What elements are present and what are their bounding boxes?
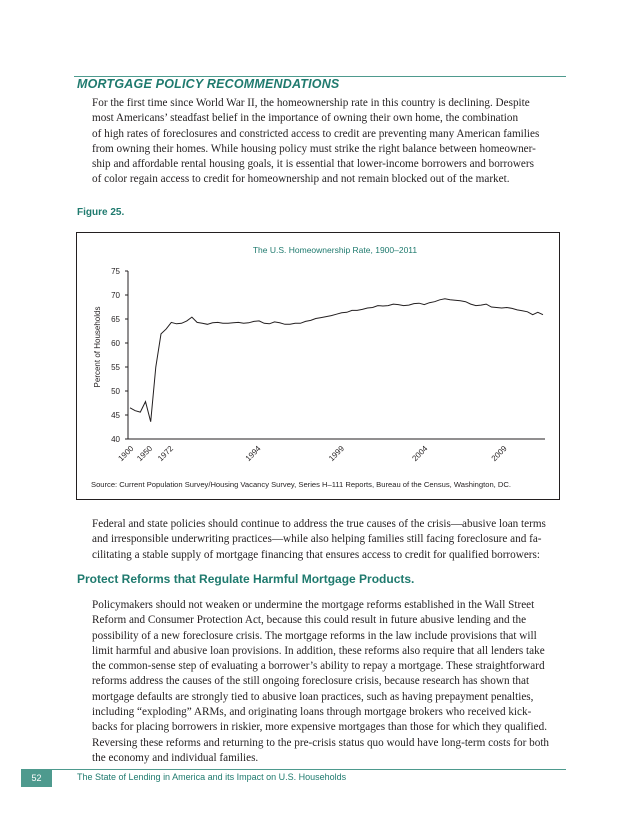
y-tick-label: 70	[111, 291, 120, 300]
x-tick-label: 1999	[327, 444, 346, 463]
y-tick-label: 45	[111, 411, 120, 420]
subheading: Protect Reforms that Regulate Harmful Mortgage Products.	[77, 572, 415, 586]
paragraph-line: Federal and state policies should continue to address the true causes of the crisis—abusive loan terms	[92, 518, 546, 530]
paragraph-line: limit harmful and abusive loan provisions. In addition, these reforms also require that all lenders take	[92, 644, 545, 657]
paragraph-line: Reform and Consumer Protection Act, because this could result in future abusive lending and the	[92, 614, 527, 627]
paragraph-line: mortgage defaults are strongly tied to abusive loan practices, such as having prepayment penalties,	[92, 690, 534, 703]
y-tick-label: 60	[111, 339, 120, 348]
paragraph-line: the economy and individual families.	[92, 751, 259, 764]
paragraph-line: Policymakers should not weaken or undermine the mortgage reforms established in the Wall Street	[92, 599, 535, 611]
y-tick-label: 55	[111, 363, 120, 372]
paragraph-line: For the first time since World War II, the homeownership rate in this country is declining. Despite	[92, 97, 530, 109]
paragraph-line: reforms address the causes of the still ongoing foreclosure crisis, because research has shown that	[92, 675, 530, 688]
x-tick-label: 1972	[156, 444, 176, 463]
paragraph-line: from owning their homes. While housing policy must strike the right balance between homeowner-	[92, 142, 536, 155]
y-tick-label: 75	[111, 267, 120, 276]
footer-rule	[21, 769, 566, 770]
policy-paragraph	[92, 517, 552, 563]
paragraph-line: the common-sense step of evaluating a borrower’s ability to repay a mortgage. These straightforward	[92, 660, 545, 673]
x-tick-label: 1900	[116, 444, 136, 463]
y-axis-label: Percent of Households	[93, 306, 102, 388]
y-tick-label: 65	[111, 315, 120, 324]
figure-label: Figure 25.	[77, 207, 125, 218]
paragraph-line: including “exploding” ARMs, and originating loans through mortgage brokers who received kick-	[92, 706, 532, 719]
body-paragraph	[92, 598, 552, 766]
y-tick-label: 50	[111, 387, 120, 396]
x-tick-label: 1950	[135, 444, 155, 463]
paragraph-line: most Americans’ steadfast belief in the importance of owning their own home, the combination	[92, 112, 519, 125]
y-tick-label: 40	[111, 435, 120, 444]
paragraph-line: backs for placing borrowers in riskier, more expensive mortgages than those for which they qualified.	[92, 721, 547, 734]
homeownership-chart	[77, 233, 561, 501]
chart-frame	[76, 232, 560, 500]
chart-source: Source: Current Population Survey/Housing Vacancy Survey, Series H–111 Reports, Bureau of the Census, Washington, DC.	[91, 480, 511, 489]
paragraph-line: ship and affordable rental housing goals, it is essential that lower-income borrowers and borrowers	[92, 158, 534, 171]
paragraph-line: and irresponsible underwriting practices—while also helping families still facing foreclosure and fa-	[92, 533, 542, 546]
running-title: The State of Lending in America and its Impact on U.S. Households	[77, 772, 347, 782]
paragraph-line: of color regain access to credit for homeownership and not remain blocked out of the market.	[92, 173, 510, 186]
section-title: MORTGAGE POLICY RECOMMENDATIONS	[77, 77, 340, 91]
x-tick-label: 2004	[410, 444, 430, 463]
intro-paragraph	[92, 96, 552, 188]
paragraph-line: of high rates of foreclosures and constricted access to credit are preventing many American families	[92, 127, 540, 140]
paragraph-line: Reversing these reforms and returning to the pre-crisis status quo would have long-term costs for both	[92, 736, 550, 749]
homeownership-rate-line	[130, 299, 543, 422]
chart-title: The U.S. Homeownership Rate, 1900–2011	[252, 245, 418, 255]
page-number: 52	[21, 770, 52, 787]
paragraph-line: possibility of a new foreclosure crisis. The mortgage reforms in the law include provisions that will	[92, 629, 537, 642]
x-tick-label: 2009	[489, 444, 509, 463]
paragraph-line: cilitating a stable supply of mortgage financing that ensures access to credit for qualified borrowers:	[92, 548, 540, 561]
x-tick-label: 1994	[243, 444, 263, 463]
